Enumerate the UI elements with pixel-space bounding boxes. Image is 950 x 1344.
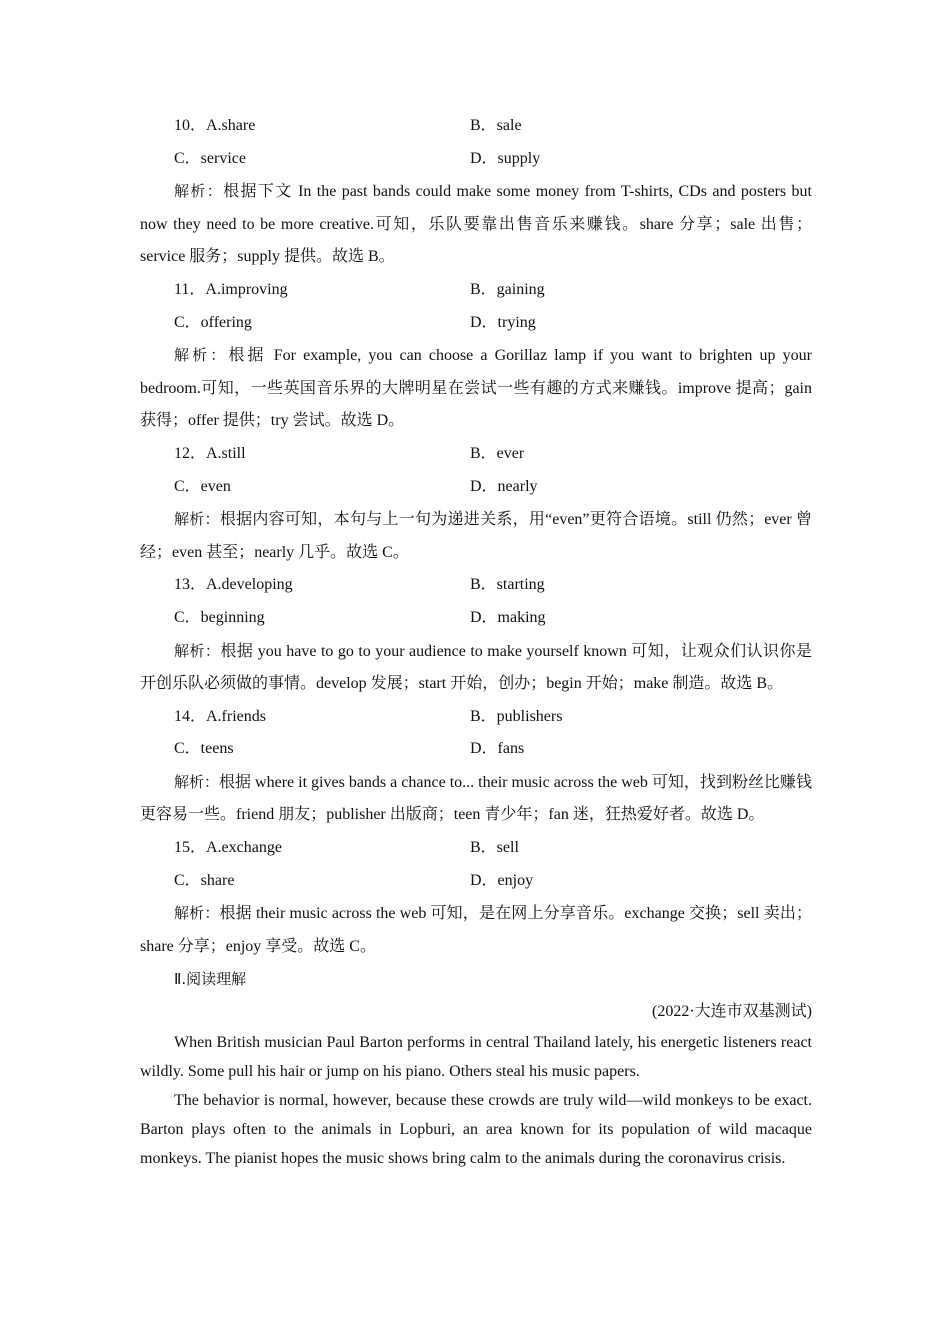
question-13 xyxy=(140,569,812,700)
analysis-text: 根据 you have to go to your audience to make yourself known 可知，让观众们认识你是开创乐队必须做的事情。develop 发展；start 开始，创办；begin 开始；make 制造。故选 B。 xyxy=(140,642,812,693)
question-12 xyxy=(140,438,812,569)
analysis-text: 根据内容可知，本句与上一句为递进关系，用“even”更符合语境。still 仍然；ever 曾经；even 甚至；nearly 几乎。故选 C。 xyxy=(140,511,812,561)
option-d: D．fans xyxy=(470,740,525,758)
option-b: B．sell xyxy=(470,839,519,857)
analysis-paragraph xyxy=(140,897,812,963)
option-d: D．supply xyxy=(470,149,541,167)
option-row xyxy=(140,569,812,602)
analysis-label: 解析： xyxy=(174,641,221,660)
question-15 xyxy=(140,832,812,963)
option-a: 10．A.share xyxy=(174,117,256,134)
section-title: Ⅱ.阅读理解 xyxy=(174,970,247,989)
option-c: C．offering xyxy=(174,313,252,331)
option-c: C．beginning xyxy=(174,608,265,626)
analysis-label: 解析： xyxy=(174,772,220,791)
passage-paragraph: When British musician Paul Barton performs in central Thailand lately, his energetic listeners react wildly. Some pull his hair or jump on his piano. Others steal his music papers. xyxy=(140,1034,812,1081)
analysis-paragraph xyxy=(140,503,812,569)
option-row xyxy=(140,307,812,340)
page-content xyxy=(140,110,812,1173)
question-10 xyxy=(140,110,812,274)
option-b: B．publishers xyxy=(470,707,563,725)
option-row xyxy=(140,471,812,504)
analysis-label: 解析： xyxy=(174,510,220,529)
analysis-text: 根据 their music across the web 可知，是在网上分享音乐。exchange 交换；sell 卖出；share 分享；enjoy 享受。故选 C。 xyxy=(140,905,812,955)
analysis-label: 解析： xyxy=(174,182,224,201)
option-a: 14．A.friends xyxy=(174,707,266,725)
option-a: 12．A.still xyxy=(174,444,246,462)
analysis-text: 根据下文 In the past bands could make some money from T-shirts, CDs and posters but now they need to be more creative.可知，乐队要靠出售音乐来赚钱。share 分享；sale 出售；service 服务；supply 提供。故选 B。 xyxy=(140,183,812,266)
option-row xyxy=(140,438,812,471)
option-d: D．making xyxy=(470,608,546,626)
option-row xyxy=(140,602,812,635)
question-11 xyxy=(140,274,812,438)
option-row xyxy=(140,865,812,898)
option-b: B．ever xyxy=(470,444,525,462)
analysis-paragraph xyxy=(140,339,812,438)
option-c: C．teens xyxy=(174,740,234,758)
option-b: B．starting xyxy=(470,576,545,594)
source-citation: (2022·大连市双基测试) xyxy=(652,1003,812,1021)
option-a: 11．A.improving xyxy=(174,280,288,298)
passage-paragraph: The behavior is normal, however, because these crowds are truly wild—wild monkeys to be exact. Barton plays often to the animals in Lopburi, an area known for its population of wild macaque monkeys. The pianist hopes the music shows bring calm to the animals during the coronavirus crisis. xyxy=(140,1092,812,1168)
option-row xyxy=(140,733,812,766)
option-d: D．nearly xyxy=(470,477,538,495)
option-d: D．trying xyxy=(470,313,536,331)
analysis-paragraph xyxy=(140,766,812,832)
analysis-text: 根据 where it gives bands a chance to... their music across the web 可知，找到粉丝比赚钱更容易一些。friend 朋友；publisher 出版商；teen 青少年；fan 迷，狂热爱好者。故选 D。 xyxy=(140,773,812,824)
analysis-label: 解析： xyxy=(174,904,220,923)
analysis-paragraph xyxy=(140,175,812,274)
analysis-text: 根据 For example, you can choose a Gorillaz lamp if you want to brighten up your bedroom.可知，一些英国音乐界的大牌明星在尝试一些有趣的方式来赚钱。improve 提高；gain 获得；offer 提供；try 尝试。故选 D。 xyxy=(140,347,812,430)
option-c: C．service xyxy=(174,149,246,167)
analysis-label: 解析： xyxy=(174,346,229,365)
option-d: D．enjoy xyxy=(470,871,534,889)
option-row xyxy=(140,701,812,734)
option-row xyxy=(140,143,812,176)
option-c: C．share xyxy=(174,871,235,889)
question-14 xyxy=(140,701,812,832)
option-b: B．gaining xyxy=(470,280,545,298)
option-row xyxy=(140,274,812,307)
option-a: 13．A.developing xyxy=(174,576,293,594)
option-a: 15．A.exchange xyxy=(174,839,282,857)
option-row xyxy=(140,832,812,865)
option-b: B．sale xyxy=(470,117,522,134)
option-row xyxy=(140,110,812,143)
option-c: C．even xyxy=(174,477,231,495)
analysis-paragraph xyxy=(140,635,812,701)
